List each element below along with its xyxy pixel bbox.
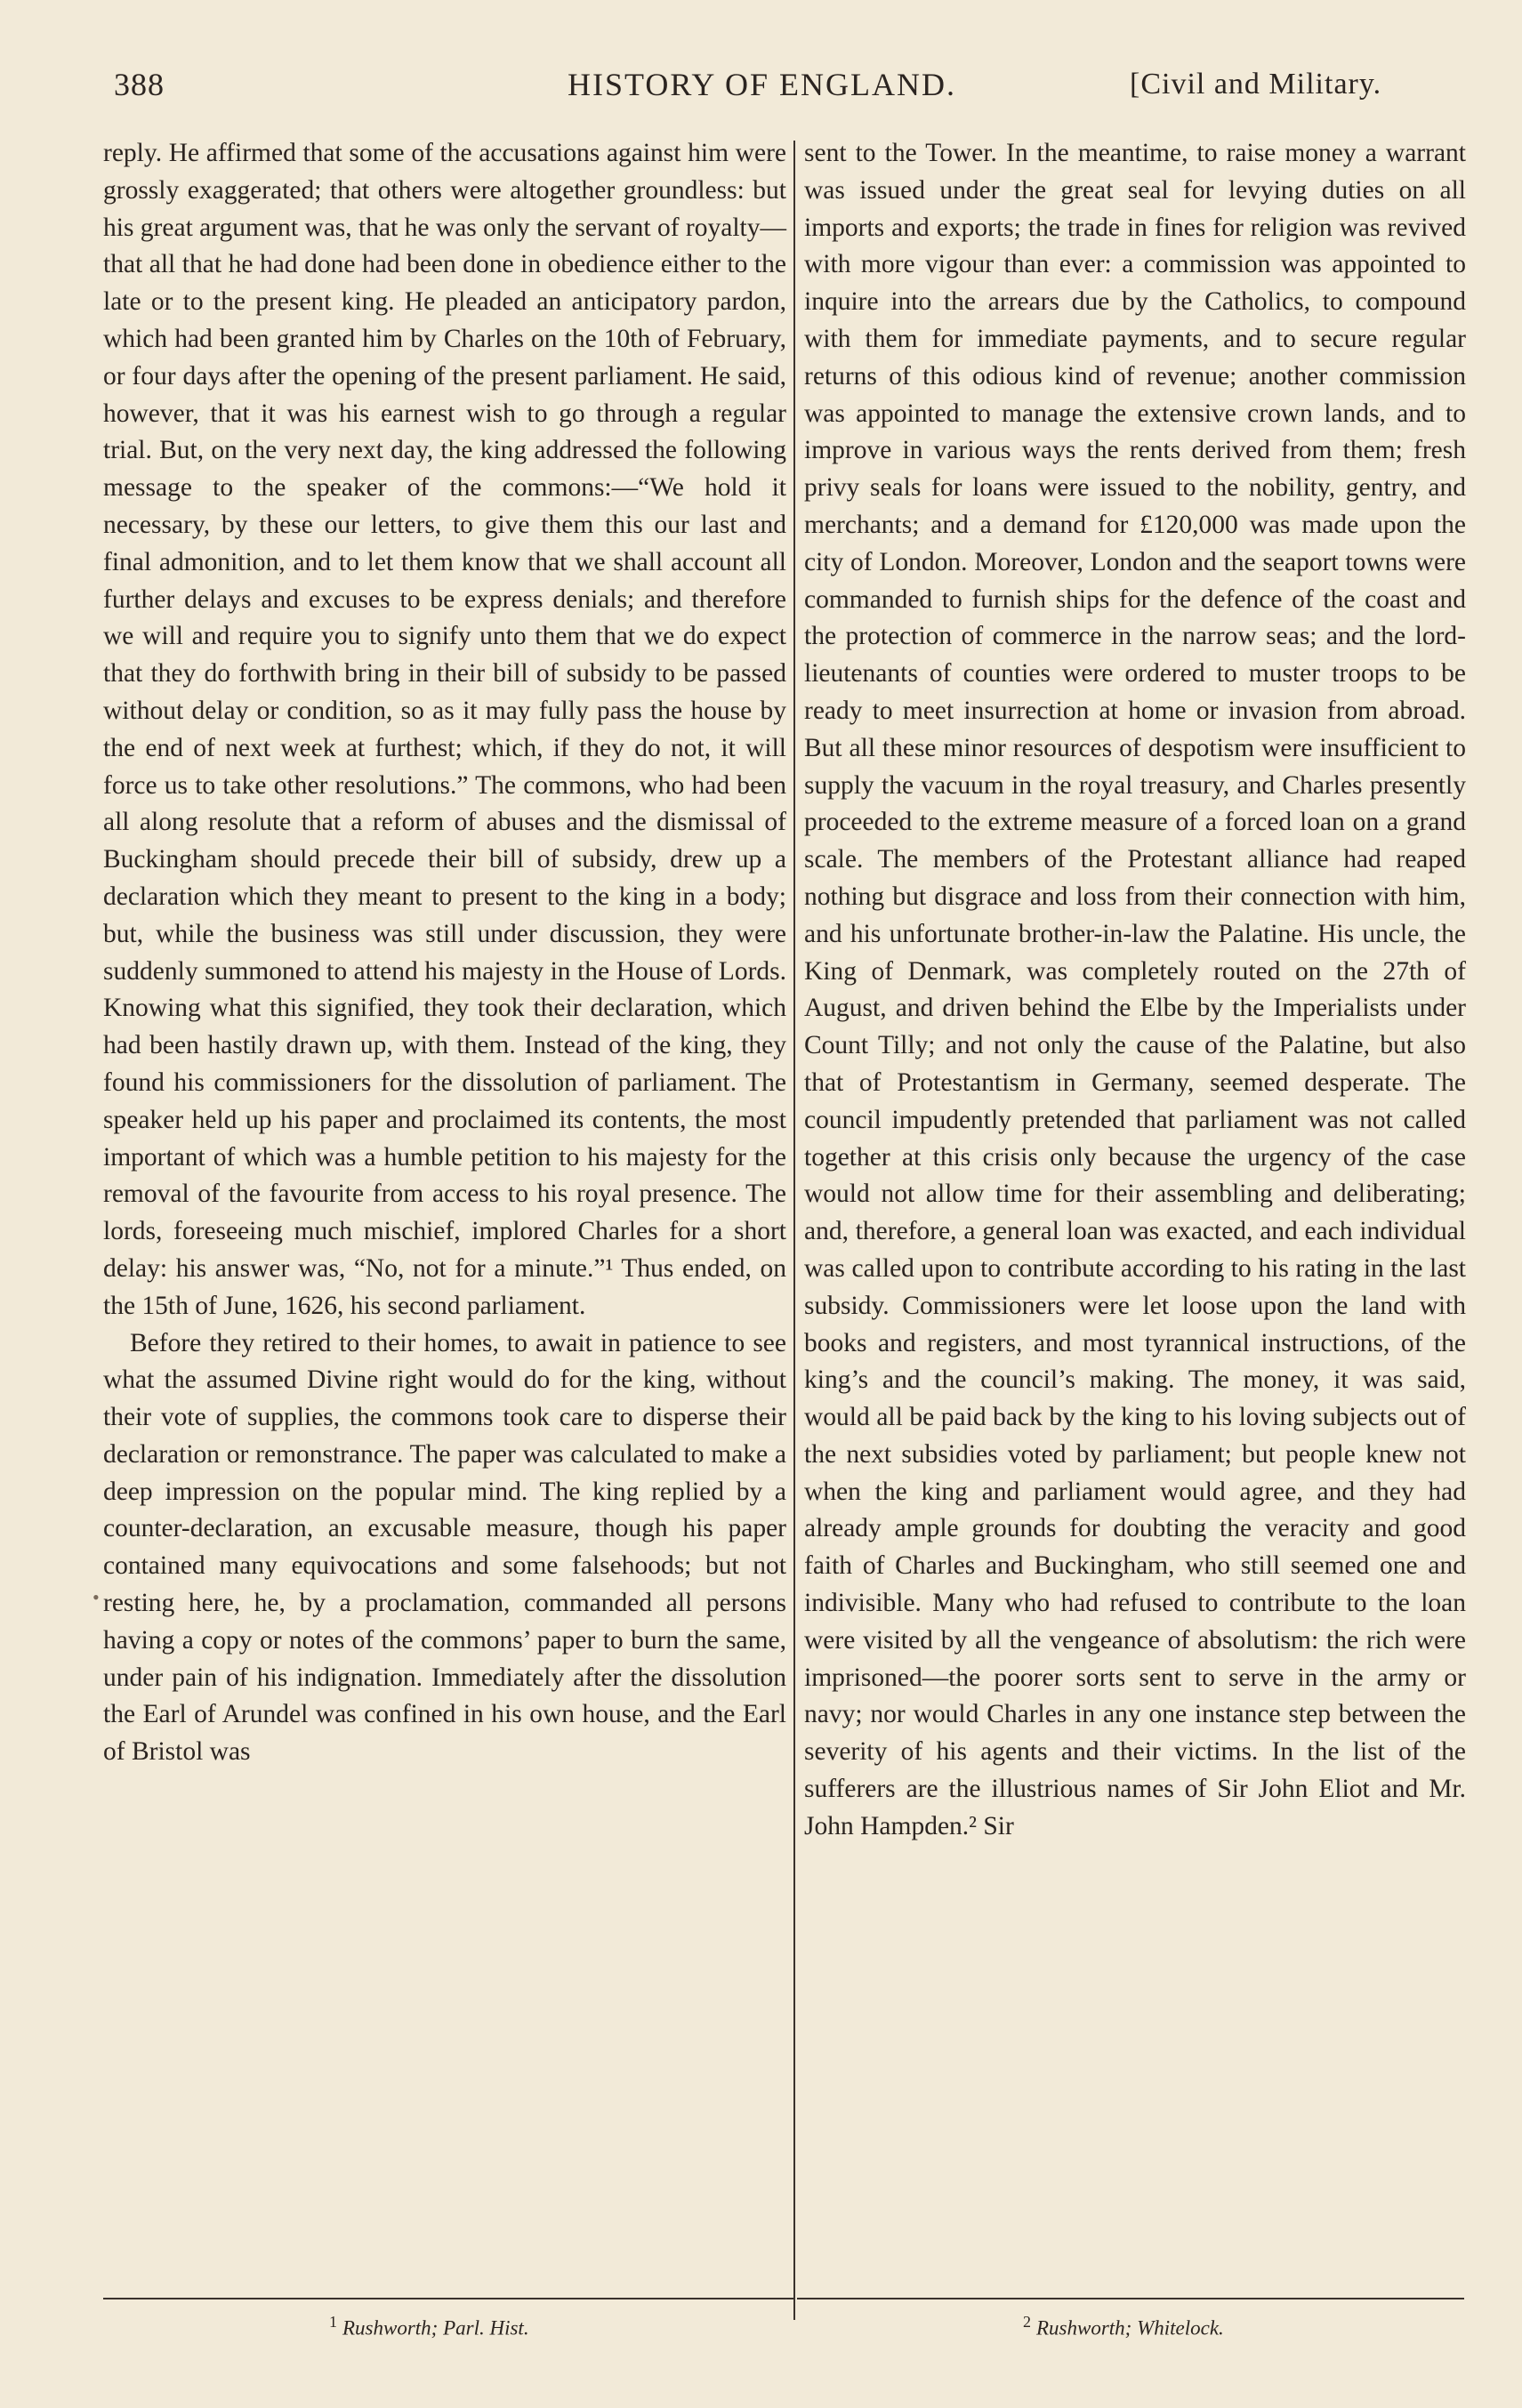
column-divider: [793, 141, 795, 2320]
paragraph: reply. He affirmed that some of the accusations against him were grossly exaggerated; that others were altogether groundless: but his great argument was, that he was only the servant of royalty—that all that he had done had been done in obedience either to the late or to the present king. He pleaded an anticipatory pardon, which had been granted him by Charles on the 10th of February, or four days after the opening of the present parliament. He said, however, that it was his earnest wish to go through a regular trial. But, on the very next day, the king addressed the following message to the speaker of the commons:—“We hold it necessary, by these our letters, to give them this our last and final admonition, and to let them know that we shall account all further delays and excuses to be express denials; and therefore we will and require you to signify unto them that we do expect that they do forthwith bring in their bill of subsidy to be passed without delay or condition, so as it may fully pass the house by the end of next week at furthest; which, if they do not, it will force us to take other resolutions.” The commons, who had been all along resolute that a reform of abuses and the dismissal of Buckingham should precede their bill of subsidy, drew up a declaration which they meant to present to the king in a body; but, while the business was still under discussion, they were suddenly summoned to attend his majesty in the House of Lords. Knowing what this signified, they took their declaration, which had been hastily drawn up, with them. Instead of the king, they found his commissioners for the dissolution of parliament. The speaker held up his paper and proclaimed its contents, the most important of which was a humble petition to his majesty for the removal of the favourite from access to his royal presence. The lords, foreseeing much mischief, implored Charles for a short delay: his answer was, “No, not for a minute.”¹ Thus ended, on the 15th of June, 1626, his second parliament.: [103, 139, 786, 1320]
running-title: HISTORY OF ENGLAND.: [568, 67, 957, 102]
paragraph: sent to the Tower. In the meantime, to raise money a warrant was issued under the great seal for levying duties on all imports and exports; the trade in fines for religion was revived with more vigour than ever: a commission was appointed to inquire into the arrears due by the Catholics, to compound with them for immediate payments, and to secure regular returns of this odious kind of revenue; another commission was appointed to manage the extensive crown lands, and to improve in various ways the rents derived from them; fresh privy seals for loans were issued to the nobility, gentry, and merchants; and a demand for £120,000 was made upon the city of London. Moreover, London and the seaport towns were commanded to furnish ships for the defence of the coast and the protection of commerce in the narrow seas; and the lord-lieutenants of counties were ordered to muster troops to be ready to meet insurrection at home or invasion from abroad. But all these minor resources of despotism were insufficient to supply the vacuum in the royal treasury, and Charles presently proceeded to the extreme measure of a forced loan on a grand scale. The members of the Protestant alliance had reaped nothing but disgrace and loss from their connection with him, and his unfortunate brother-in-law the Palatine. His uncle, the King of Denmark, was completely routed on the 27th of August, and driven behind the Elbe by the Imperialists under Count Tilly; and not only the cause of the Palatine, but also that of Protestantism in Germany, seemed desperate. The council impudently pretended that parliament was not called together at this crisis only because the urgency of the case would not allow time for their assembling and deliberating; and, therefore, a general loan was exacted, and each individual was called upon to contribute according to his rating in the last subsidy. Commissioners were let loose upon the land with books and registers, and most tyrannical instructions, of the king’s and the council’s making. The money, it was said, would all be paid back by the king to his loving subjects out of the next subsidies voted by parliament; but people knew not when the king and parliament would agree, and they had already ample grounds for doubting the veracity and good faith of Charles and Buckingham, who still seemed one and indivisible. Many who had refused to contribute to the loan were visited by all the vengeance of absolutism: the rich were imprisoned—the poorer sorts sent to serve in the army or navy; nor would Charles in any one instance step between the severity of his agents and their victims. In the list of the sufferers are the illustrious names of Sir John Eliot and Mr. John Hampden.² Sir: [804, 139, 1466, 1840]
footnote-1: [329, 2313, 529, 2340]
margin-mark: •: [93, 1586, 100, 1608]
paragraph: Before they retired to their homes, to await in patience to see what the assumed Divine right would do for the king, without their vote of supplies, the commons took care to disperse their declaration or remonstrance. The paper was calculated to make a deep impression on the popular mind. The king replied by a counter-declaration, an excusable measure, though his paper contained many equivocations and some falsehoods; but not resting here, he, by a proclamation, commanded all persons having a copy or notes of the commons’ paper to burn the same, under pain of his indignation. Immediately after the dissolution the Earl of Arundel was confined in his own house, and the Earl of Bristol was: [103, 1328, 786, 1767]
footnote-rule-left: [103, 2298, 793, 2299]
footnote-rule-right: [797, 2298, 1464, 2299]
footnote-2: [1023, 2313, 1224, 2340]
section-label: [Civil and Military.: [1130, 68, 1382, 101]
page-header: [0, 57, 1522, 110]
footnote-mark: 1: [329, 2313, 337, 2331]
footnote-mark: 2: [1023, 2313, 1031, 2331]
right-column: [804, 135, 1466, 1846]
footnote-text: Rushworth; Whitelock.: [1036, 2316, 1224, 2340]
left-column: [103, 135, 786, 1771]
footnote-text: Rushworth; Parl. Hist.: [342, 2316, 529, 2340]
page-number: 388: [114, 67, 165, 102]
